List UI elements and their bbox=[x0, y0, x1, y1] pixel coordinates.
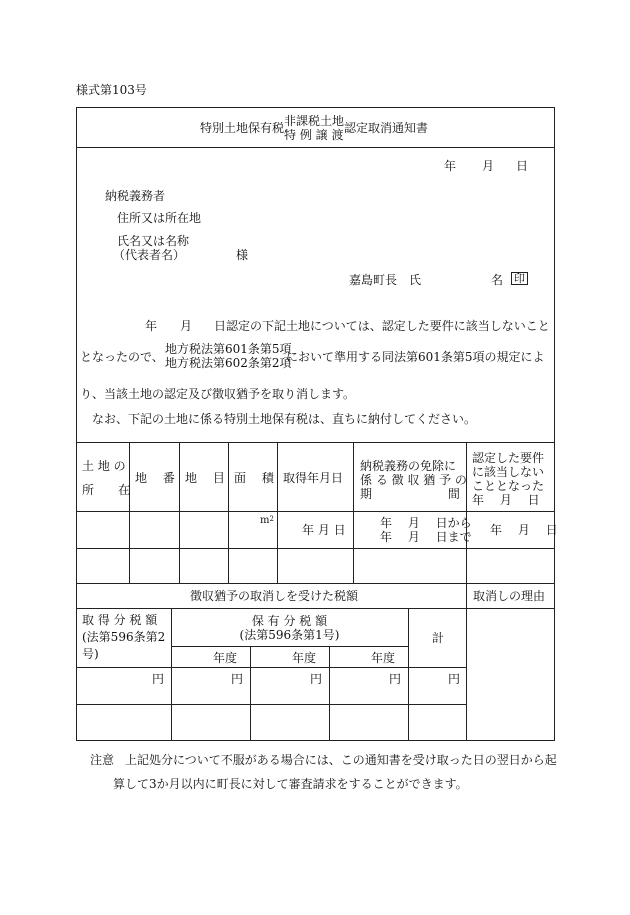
reason-header: 取消しの理由 bbox=[473, 589, 546, 603]
acquisition-tax-3: 号) bbox=[82, 647, 99, 661]
header-nonmatch-4: 年 月 日 bbox=[472, 493, 540, 507]
tax-col-line bbox=[250, 646, 251, 741]
title-stack bbox=[284, 114, 344, 142]
acquisition-tax-label bbox=[82, 613, 165, 661]
header-exemption-3: 期 間 bbox=[360, 487, 460, 501]
header-location-2: 所 在 bbox=[82, 483, 131, 497]
yen-total: 円 bbox=[448, 672, 461, 686]
yen-acquisition: 円 bbox=[152, 672, 165, 686]
tax-header-bottom bbox=[76, 608, 555, 609]
row1-acquisition-date: 年 月 日 bbox=[302, 523, 346, 537]
header-nonmatch-3: こととなった bbox=[472, 479, 545, 493]
title-stack-top: 非課税土地 bbox=[284, 114, 345, 128]
honorific-sama: 様 bbox=[236, 248, 249, 262]
yen-row-top bbox=[76, 667, 466, 668]
acquisition-tax-2: (法第596条第2 bbox=[82, 630, 166, 644]
law-b: 地方税法第602条第2項 bbox=[165, 356, 292, 370]
land-table-top bbox=[76, 442, 555, 443]
acquisition-tax-1: 取 得 分 税 額 bbox=[82, 613, 158, 627]
fiscal-year-1: 年度 bbox=[213, 651, 238, 665]
header-land-category: 地 目 bbox=[185, 471, 225, 485]
header-exemption-1: 納税義務の免除に bbox=[360, 459, 457, 473]
fiscal-year-2: 年度 bbox=[292, 651, 317, 665]
row1-period bbox=[380, 516, 472, 544]
note-line1: 上記処分について不服がある場合には、この通知書を受け取った日の翌日から起 bbox=[125, 753, 557, 767]
header-acquisition-date: 取得年月日 bbox=[283, 471, 344, 485]
holding-tax-1: 保 有 分 税 額 bbox=[251, 614, 328, 628]
holding-tax-2: (法第596条第1号) bbox=[239, 628, 340, 642]
header-exemption bbox=[360, 459, 467, 501]
title-prefix: 特別土地保有税 bbox=[200, 121, 285, 135]
row1-period-to: 年 月 日まで bbox=[380, 530, 472, 544]
header-location-1: 土 地 の bbox=[82, 459, 126, 473]
body-line2-prefix: となったので、 bbox=[80, 350, 164, 364]
header-lot-number: 地 番 bbox=[135, 471, 175, 485]
land-col-line bbox=[129, 442, 130, 583]
holding-tax-label bbox=[171, 614, 408, 642]
total-label: 計 bbox=[432, 631, 445, 645]
title-stack-bottom: 特 例 譲 渡 bbox=[284, 128, 344, 142]
tax-col-line bbox=[408, 608, 409, 741]
mayor-mei: 名 bbox=[491, 273, 504, 287]
seal-mark: 印 bbox=[511, 272, 528, 285]
date-month: 月 bbox=[482, 159, 495, 173]
body-line3: り、当該土地の認定及び徴収猶予を取り消します。 bbox=[80, 387, 356, 401]
taxpayer-name-label: 氏名又は名称 bbox=[117, 234, 190, 248]
land-row2-bottom bbox=[76, 583, 555, 584]
note-line2: 算して3か月以内に町長に対して審査請求をすることができます。 bbox=[113, 777, 468, 791]
tax-section-header: 徴収猶予の取消しを受けた税額 bbox=[190, 589, 359, 603]
header-nonmatch-1: 認定した要件 bbox=[472, 451, 545, 465]
form-number: 様式第103号 bbox=[76, 83, 147, 97]
land-col-line bbox=[228, 442, 229, 583]
row1-period-from: 年 月 日から bbox=[380, 516, 472, 530]
law-stack bbox=[165, 342, 292, 370]
date-day: 日 bbox=[516, 159, 529, 173]
body-month: 月 bbox=[180, 319, 193, 333]
taxpayer-representative-label: （代表者名） bbox=[113, 248, 186, 262]
body-year: 年 bbox=[145, 319, 158, 333]
land-header-bottom bbox=[76, 511, 555, 512]
header-nonmatch-2: に該当しない bbox=[472, 465, 545, 479]
land-col-line bbox=[277, 442, 278, 583]
area-unit-m: m bbox=[260, 515, 270, 526]
mayor-label: 嘉島町長 氏 bbox=[349, 273, 422, 287]
yen-holding-1: 円 bbox=[231, 672, 244, 686]
header-area: 面 積 bbox=[234, 471, 274, 485]
title-divider bbox=[76, 147, 555, 148]
tax-col-line bbox=[329, 646, 330, 741]
fiscal-year-top bbox=[171, 646, 408, 647]
body-line1: 日認定の下記土地については、認定した要件に該当しないこと bbox=[214, 319, 550, 333]
note-label: 注意 bbox=[90, 753, 115, 767]
area-unit bbox=[260, 516, 274, 526]
area-unit-sup: 2 bbox=[269, 515, 274, 523]
yen-holding-3: 円 bbox=[389, 672, 402, 686]
yen-row-bottom bbox=[76, 704, 466, 705]
body-line2-suffix: において準用する同法第601条第5項の規定によ bbox=[286, 350, 545, 364]
law-a: 地方税法第601条第5項 bbox=[165, 342, 292, 356]
header-nonmatch bbox=[472, 451, 544, 507]
reason-column-line bbox=[466, 583, 467, 741]
land-row1-bottom bbox=[76, 548, 555, 549]
taxpayer-heading: 納税義務者 bbox=[105, 189, 166, 203]
yen-holding-2: 円 bbox=[310, 672, 323, 686]
taxpayer-address-label: 住所又は所在地 bbox=[117, 211, 202, 225]
date-year: 年 bbox=[444, 159, 457, 173]
land-col-line bbox=[353, 442, 354, 583]
row1-nonmatch-date: 年 月 日 bbox=[490, 523, 558, 537]
fiscal-year-3: 年度 bbox=[371, 651, 396, 665]
header-exemption-2: 係 る 徴 収 猶 予 の bbox=[360, 473, 467, 487]
body-line4: なお、下記の土地に係る特別土地保有税は、直ちに納付してください。 bbox=[92, 412, 477, 426]
land-col-line bbox=[179, 442, 180, 583]
title-suffix: 認定取消通知書 bbox=[344, 121, 429, 135]
